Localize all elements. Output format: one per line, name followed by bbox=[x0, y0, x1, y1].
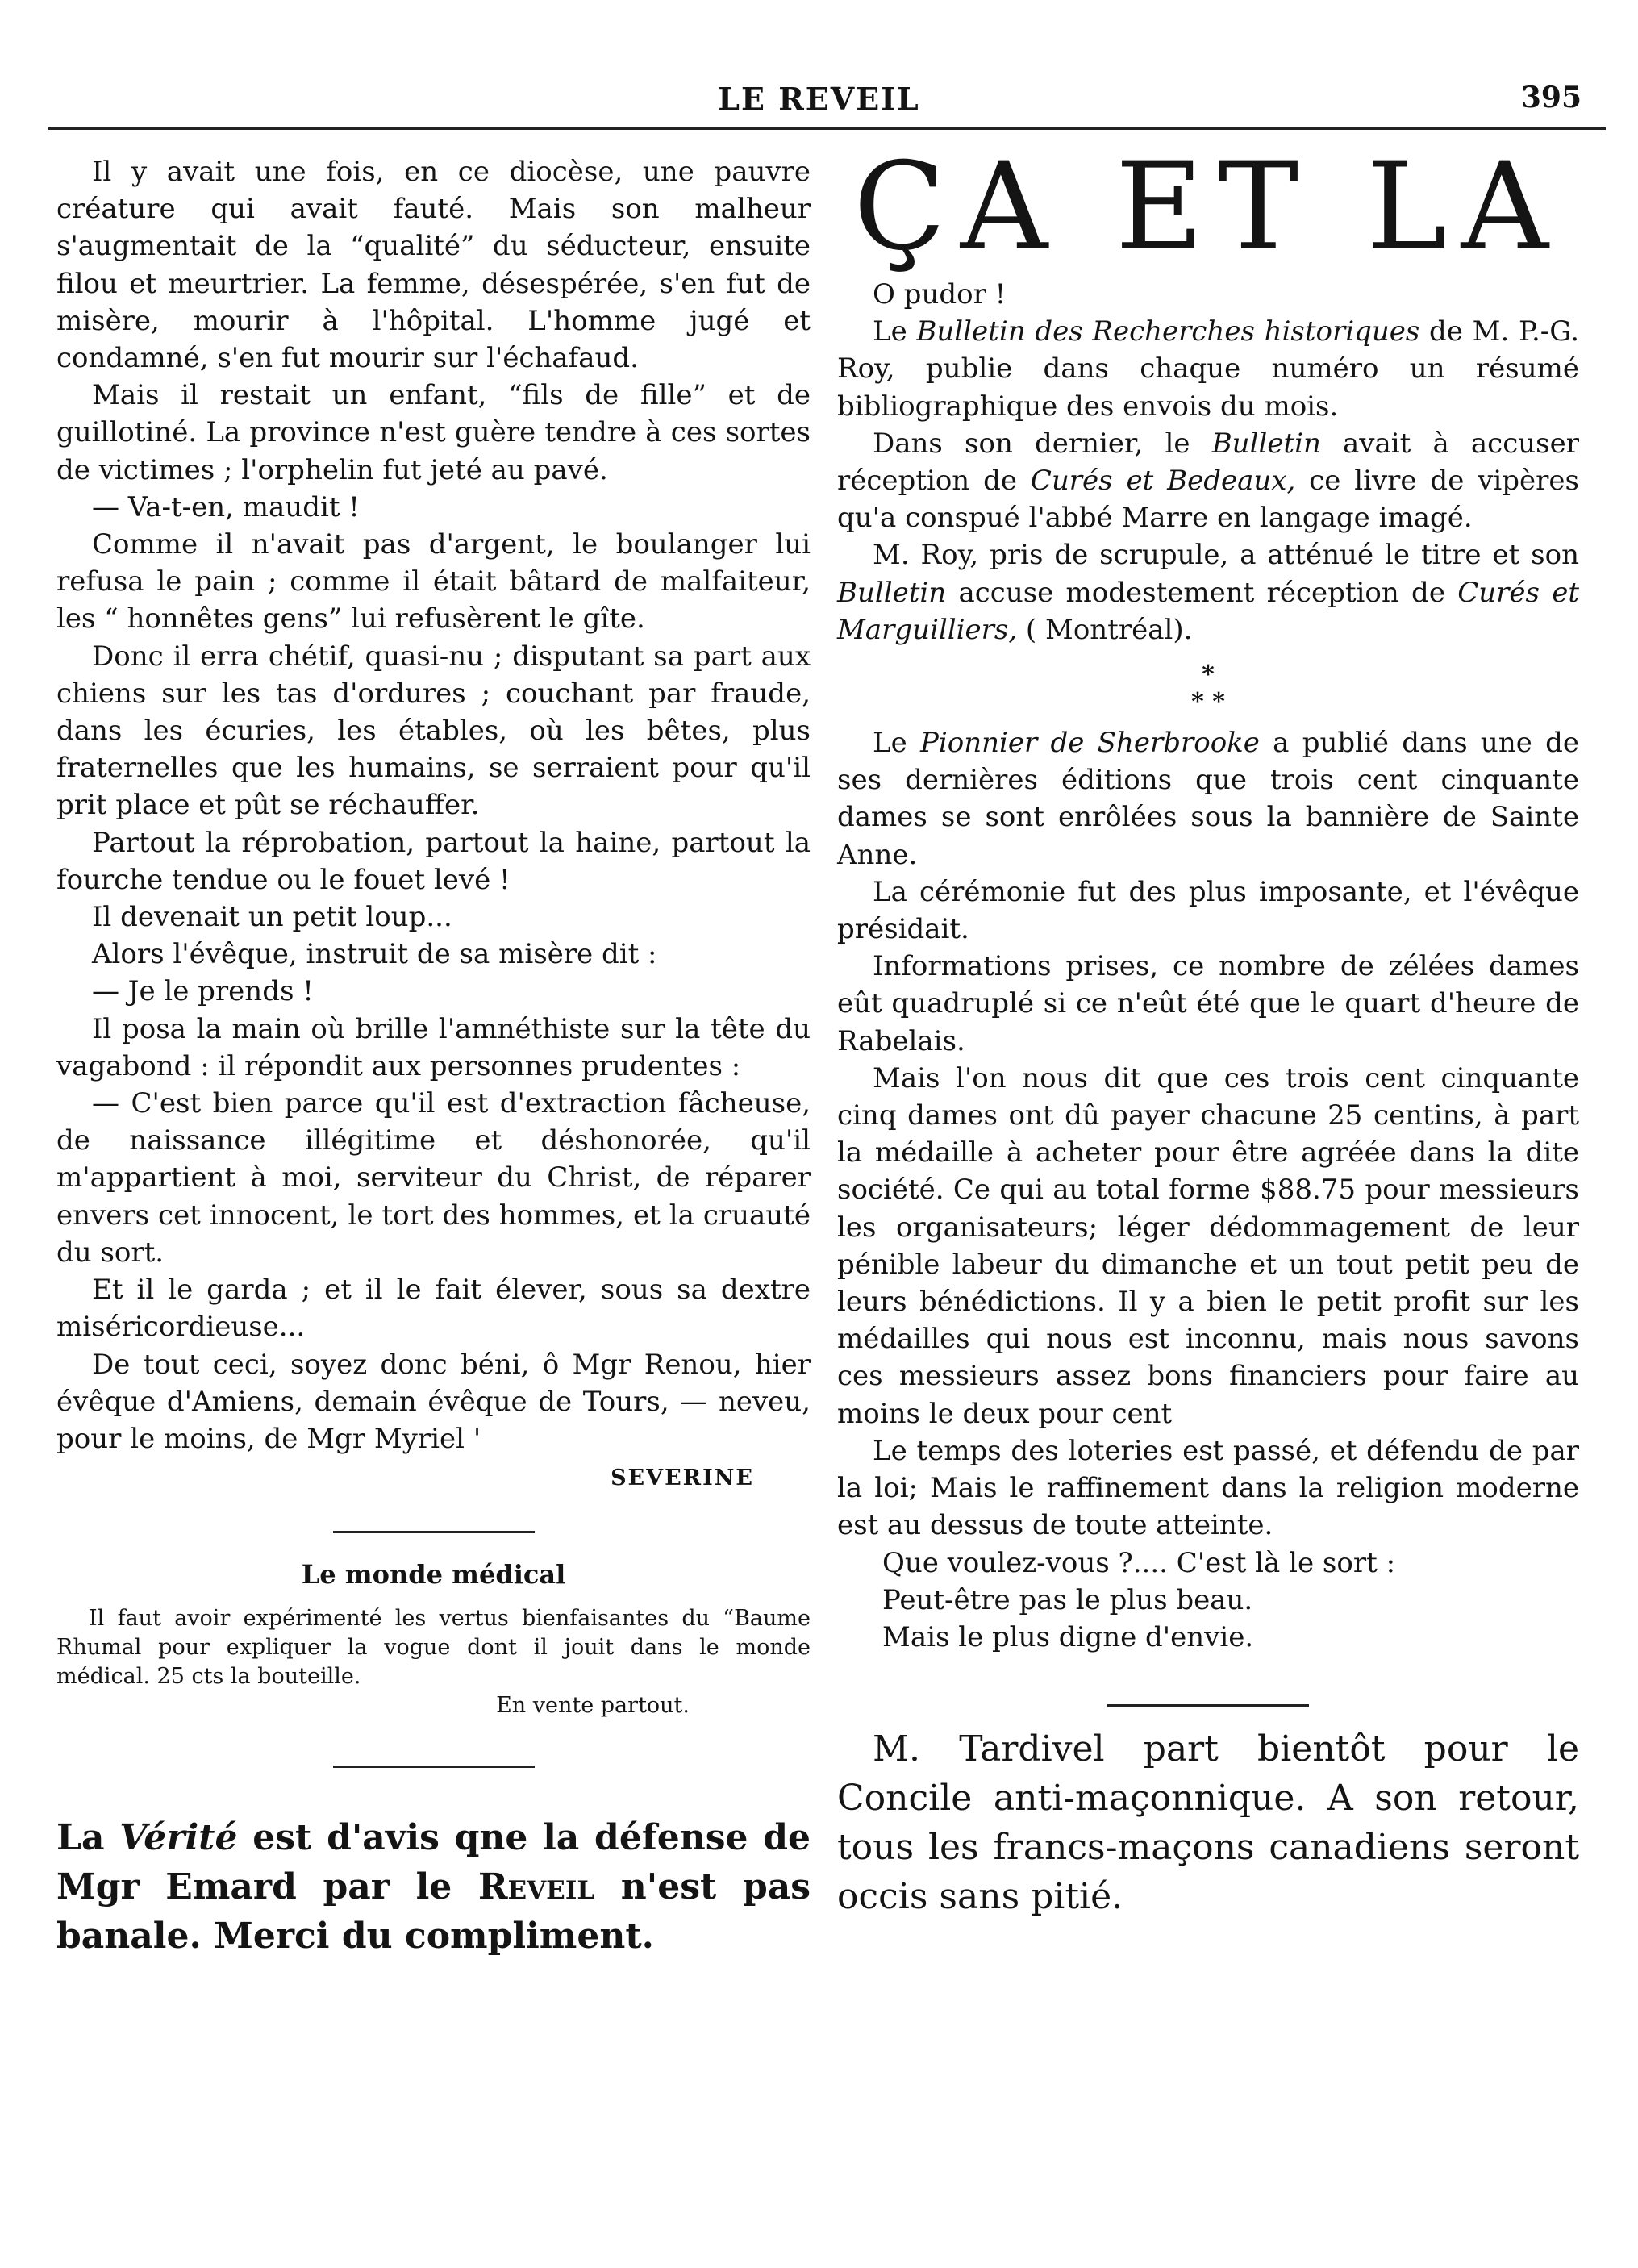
asterism-bottom: * * bbox=[1191, 688, 1225, 717]
paragraph: Et il le garda ; et il le fait élever, sous sa dextre miséricordieuse... bbox=[56, 1274, 811, 1344]
paragraph: Le temps des loteries est passé, et défendu de par la loi; Mais le raffinement dans la religion moderne est au dessus de toute atteinte. bbox=[837, 1434, 1579, 1542]
ad-title: Le monde médical bbox=[301, 1559, 566, 1591]
verse-line: Que voulez-vous ?.... C'est là le sort : bbox=[882, 1546, 1396, 1579]
paragraph: De tout ceci, soyez donc béni, ô Mgr Renou, hier évêque d'Amiens, demain évêque de Tours, — neveu, pour le moins, de Mgr Myriel ' bbox=[56, 1348, 811, 1455]
verse-line: Mais le plus digne d'envie. bbox=[882, 1620, 1254, 1653]
closing-paragraph bbox=[56, 1813, 811, 1961]
paragraph: Il devenait un petit loup... bbox=[92, 901, 452, 934]
newspaper-title: Vérité bbox=[119, 1817, 238, 1859]
ad-sign: En vente partout. bbox=[496, 1693, 690, 1719]
text-run: accuse modestement réception de bbox=[946, 576, 1458, 609]
right-column bbox=[837, 137, 1580, 1921]
asterism-top: * bbox=[1202, 661, 1215, 690]
book-title: Curés et Marguilliers, bbox=[837, 576, 1580, 646]
book-title: Curés et Bedeaux, bbox=[1030, 465, 1296, 498]
text-run: n'est pas banale. Merci du compliment. bbox=[56, 1866, 811, 1957]
paragraph: — Va-t-en, maudit ! bbox=[92, 490, 360, 523]
paragraph: — Je le prends ! bbox=[92, 975, 314, 1008]
paragraph bbox=[837, 724, 1579, 873]
paragraph bbox=[837, 536, 1579, 648]
page-number: 395 bbox=[1520, 81, 1582, 115]
page-header bbox=[48, 71, 1590, 119]
paragraph: Informations prises, ce nombre de zélées dames eût quadruplé si ce n'eût été que le quart d'heure de Rabelais. bbox=[837, 950, 1579, 1057]
paragraph: Mais l'on nous dit que ces trois cent cinquante cinq dames ont dû payer chacune 25 centins, à part la médaille à acheter pour être agréée dans la dite société. Ce qui au total forme $88.75 pour messieurs les organisateurs; léger dédommagement de leur pénible labeur du dimanche et un tout petit peu de leurs bénédictions. Il y a bien le petit profit sur les médailles qui nous est inconnu, mais nous savons ces messieurs assez bons financiers pour faire au moins le deux pour cent bbox=[837, 1061, 1579, 1430]
publication-title: Bulletin bbox=[837, 576, 947, 609]
section-divider bbox=[333, 1531, 535, 1533]
left-column bbox=[56, 153, 811, 1961]
section-heading: ÇA ET LA bbox=[853, 137, 1563, 277]
paragraph: La cérémonie fut des plus imposante, et l'évêque présidait. bbox=[837, 875, 1579, 946]
text-run: est d'avis qne la défense de Mgr Emard par le bbox=[56, 1817, 811, 1908]
closing-note-left bbox=[56, 1813, 811, 1961]
text-run: Le bbox=[873, 727, 920, 760]
closing-paragraph: M. Tardivel part bientôt pour le Concile anti-maçonnique. A son retour, tous les francs-maçons canadiens seront occis sans pitié. bbox=[837, 1728, 1579, 1918]
newspaper-title: Reveil bbox=[477, 1866, 595, 1908]
text-run: de M. P.-G. Roy, publie dans chaque numéro un résumé bibliographique des envois du mois. bbox=[837, 315, 1580, 423]
asterism-divider bbox=[837, 661, 1579, 716]
running-title: LE REVEIL bbox=[718, 81, 920, 117]
text-run: Dans son dernier, le bbox=[873, 427, 1212, 460]
header-rule bbox=[48, 127, 1606, 130]
paragraph: Il y avait une fois, en ce diocèse, une pauvre créature qui avait fauté. Mais son malheur s'augmentait de la “qualité” du séducteur, ensuite filou et meurtrier. La femme, désespérée, s'en fut de misère, mourir à l'hôpital. L'homme jugé et condamné, s'en fut mourir sur l'échafaud. bbox=[56, 156, 811, 375]
publication-title: Pionnier de Sherbrooke bbox=[919, 727, 1260, 760]
text-run: avait à accuser réception de bbox=[837, 427, 1579, 498]
paragraph: — C'est bien parce qu'il est d'extraction fâcheuse, de naissance illégitime et déshonorée, qu'il m'appartient à moi, serviteur du Christ, de réparer envers cet innocent, le tort des hommes, et la cruauté du sort. bbox=[56, 1087, 811, 1269]
paragraph: Mais il restait un enfant, “fils de fille” et de guillotiné. La province n'est guère tendre à ces sortes de victimes ; l'orphelin fut jeté au pavé. bbox=[56, 379, 811, 486]
paragraph: O pudor ! bbox=[873, 278, 1007, 311]
section-divider bbox=[333, 1766, 535, 1768]
paragraph: Alors l'évêque, instruit de sa misère dit : bbox=[92, 938, 657, 971]
closing-note-right bbox=[837, 1724, 1579, 1921]
ad-body: Il faut avoir expérimenté les vertus bienfaisantes du “Baume Rhumal pour expliquer la vogue dont il jouit dans le monde médical. 25 cts la bouteille. bbox=[56, 1606, 811, 1690]
text-run: Le bbox=[873, 315, 917, 348]
publication-title: Bulletin des Recherches historiques bbox=[916, 315, 1420, 348]
text-run: a publié dans une de ses dernières éditions que trois cent cinquante dames se sont enrôlées sous la bannière de Sainte Anne. bbox=[837, 727, 1579, 871]
text-run: M. Roy, pris de scrupule, a atténué le titre et son bbox=[873, 539, 1579, 572]
text-run: La bbox=[56, 1817, 120, 1859]
paragraph: Donc il erra chétif, quasi-nu ; disputant sa part aux chiens sur les tas d'ordures ; couchant par fraude, dans les écuries, les étables, où les bêtes, plus fraternelles que les humains, se serraient pour qu'il prit place et pût se réchauffer. bbox=[56, 640, 811, 822]
publication-title: Bulletin bbox=[1211, 427, 1321, 460]
section-divider bbox=[1107, 1704, 1309, 1707]
text-run: ce livre de vipères qu'a conspué l'abbé Marre en langage imagé. bbox=[837, 465, 1579, 535]
verse-line: Peut-être pas le plus beau. bbox=[882, 1583, 1253, 1616]
author-signature: SEVERINE bbox=[611, 1465, 754, 1491]
paragraph: Comme il n'avait pas d'argent, le boulanger lui refusa le pain ; comme il était bâtard de malfaiteur, les “ honnêtes gens” lui refusèrent le gîte. bbox=[56, 528, 811, 636]
paragraph: Partout la réprobation, partout la haine, partout la fourche tendue ou le fouet levé ! bbox=[56, 826, 811, 896]
paragraph bbox=[837, 425, 1579, 537]
paragraph bbox=[837, 313, 1579, 425]
paragraph: Il posa la main où brille l'amnéthiste sur la tête du vagabond : il répondit aux personnes prudentes : bbox=[56, 1012, 811, 1082]
text-run: ( Montréal). bbox=[1017, 613, 1193, 646]
